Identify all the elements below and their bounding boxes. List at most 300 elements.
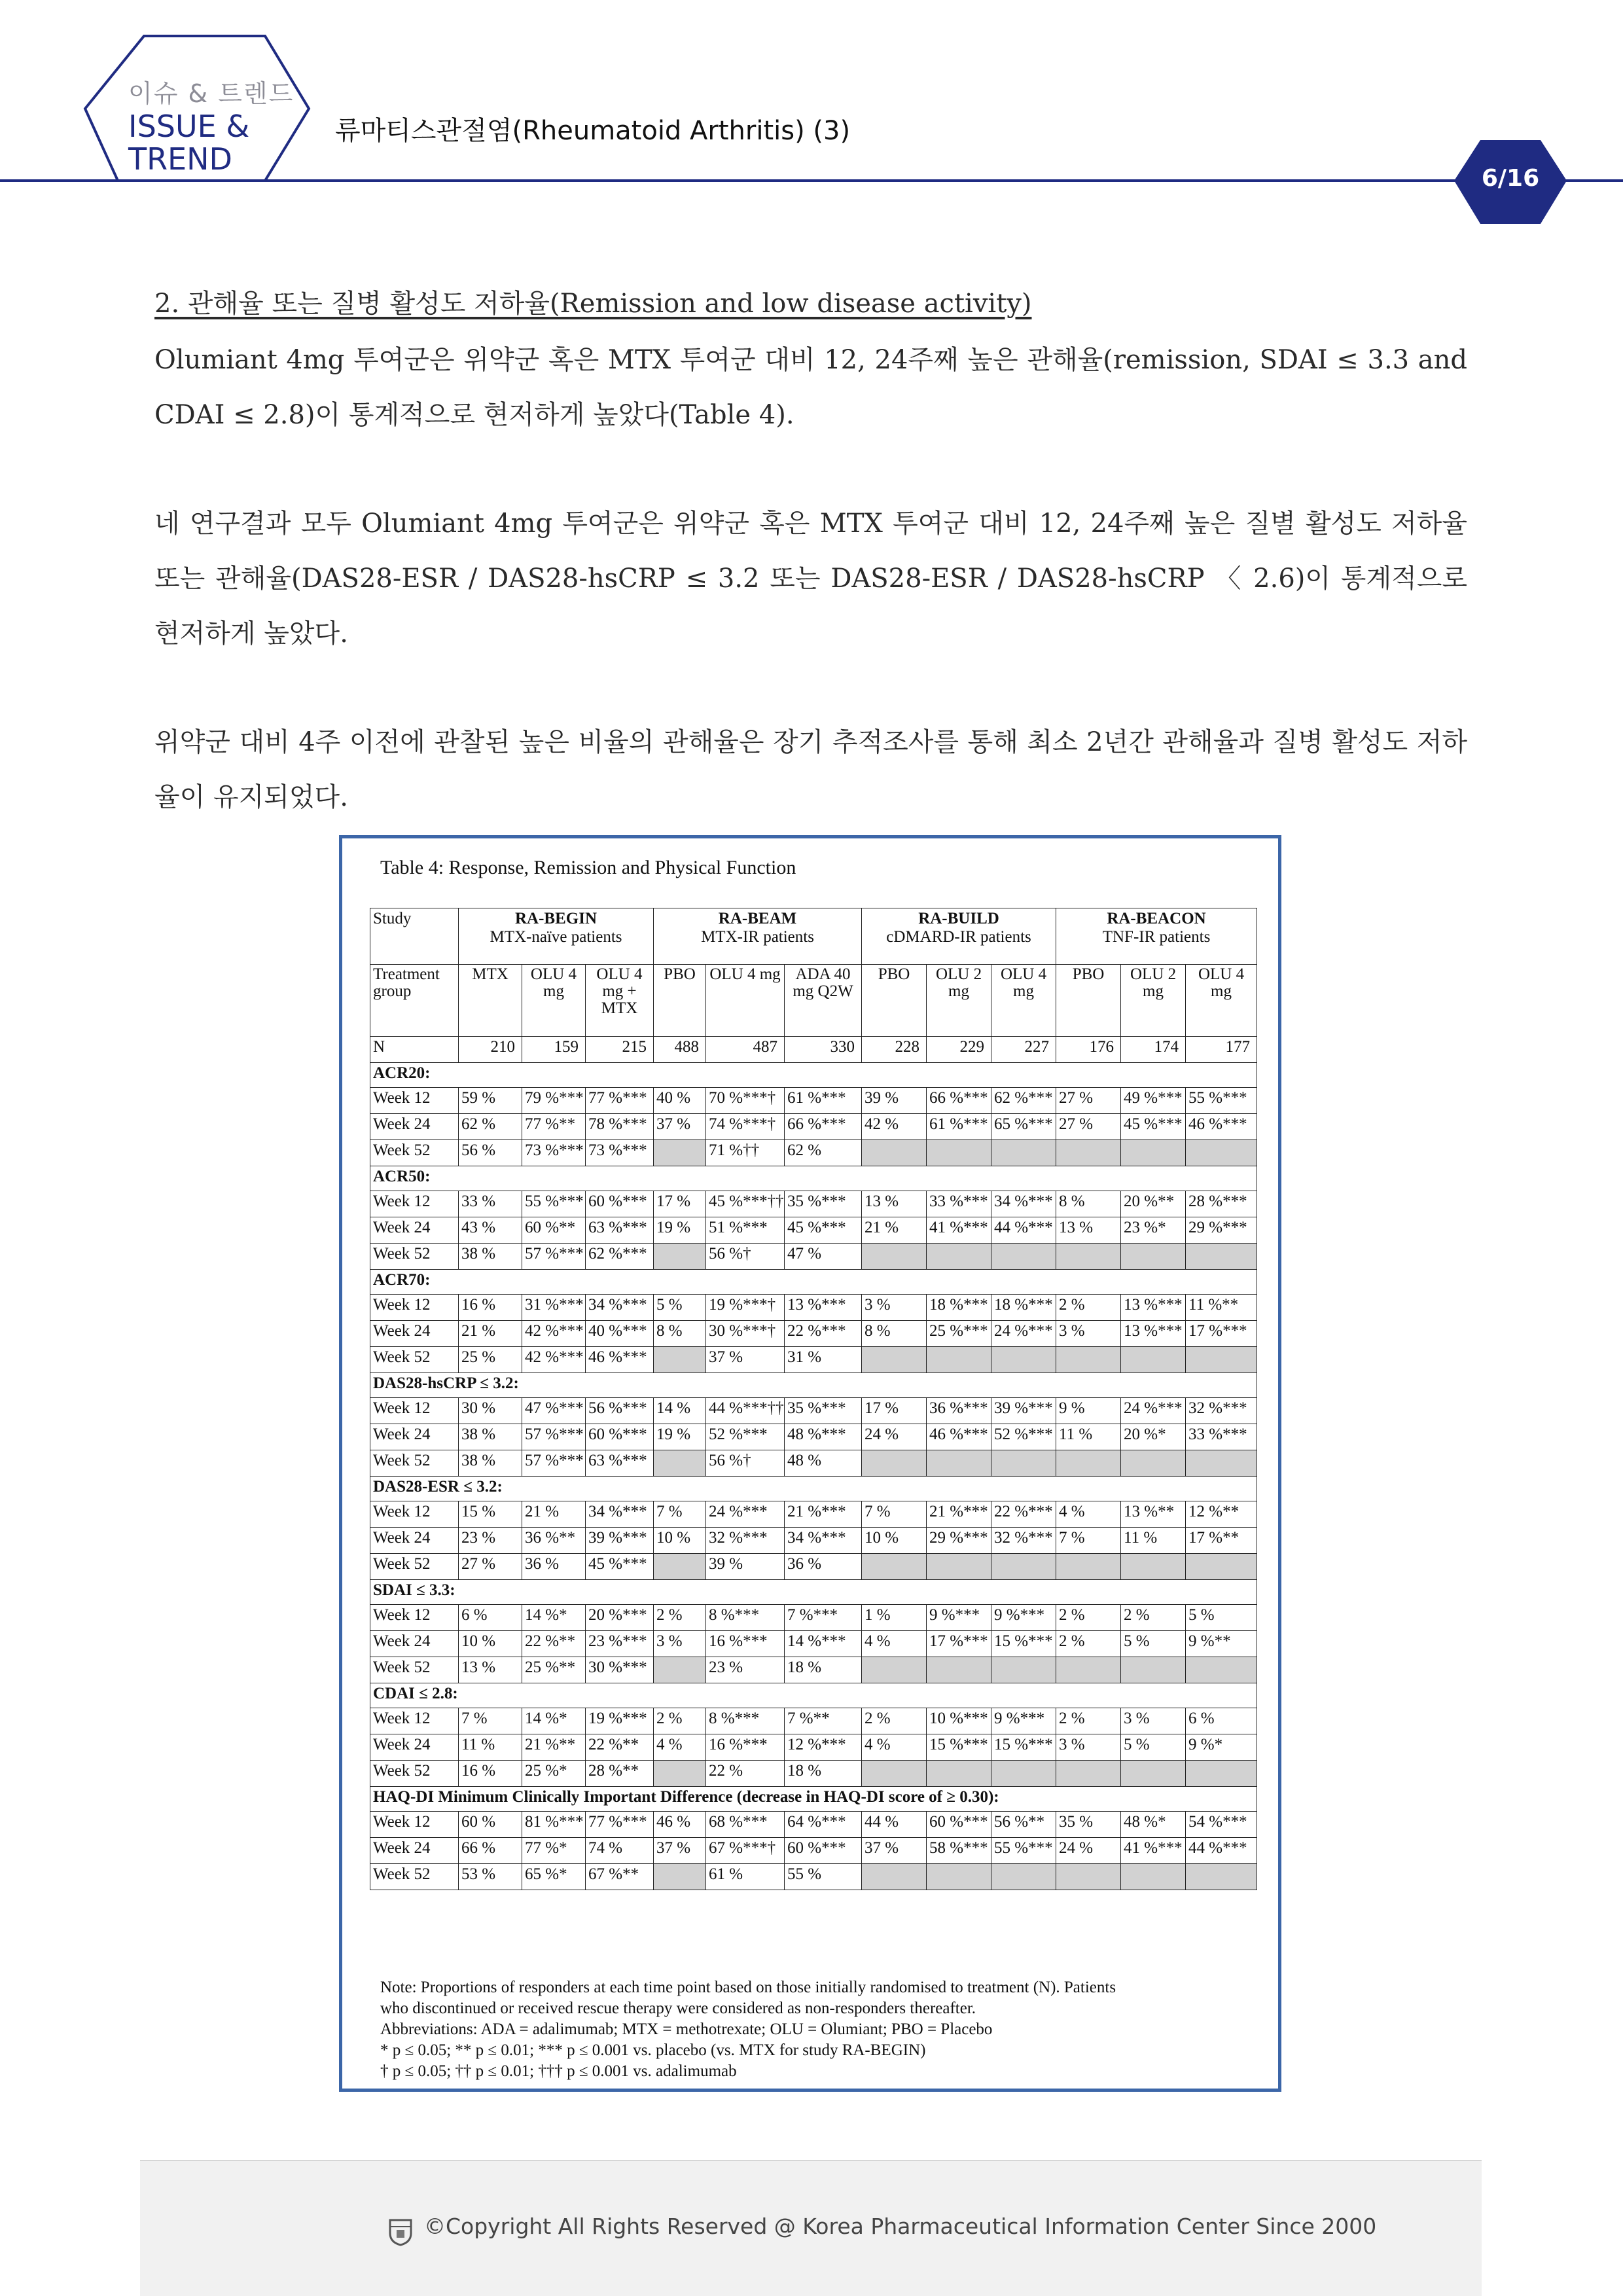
- table-cell: 11 %: [1121, 1528, 1186, 1554]
- table-cell: 24 %***: [1121, 1398, 1186, 1424]
- table-cell: 22 %***: [785, 1321, 862, 1347]
- table-cell: [654, 1761, 706, 1787]
- week-label: Week 12: [370, 1088, 459, 1114]
- table-cell: 55 %***: [1186, 1088, 1257, 1114]
- week-label: Week 52: [370, 1554, 459, 1580]
- section-title: ACR70:: [370, 1270, 1257, 1295]
- table-cell: 3 %: [654, 1631, 706, 1657]
- section-row: [370, 1063, 1257, 1088]
- table-cell: 51 %***: [706, 1217, 785, 1244]
- table-row: [370, 1191, 1257, 1217]
- table-cell: 6 %: [1186, 1708, 1257, 1734]
- table-cell: 21 %: [522, 1501, 586, 1528]
- table-cell: 47 %***: [522, 1398, 586, 1424]
- table-cell: 32 %***: [706, 1528, 785, 1554]
- table-cell: 18 %***: [927, 1295, 991, 1321]
- study-name: RA-BEGIN: [514, 910, 597, 927]
- table-cell: 1 %: [862, 1605, 927, 1631]
- table-cell: 57 %***: [522, 1450, 586, 1477]
- n-cell: 229: [927, 1037, 991, 1063]
- table-cell: 8 %***: [706, 1708, 785, 1734]
- week-label: Week 52: [370, 1140, 459, 1166]
- section-row: [370, 1270, 1257, 1295]
- table-cell: 4 %: [862, 1631, 927, 1657]
- table-cell: [654, 1554, 706, 1580]
- table-row: [370, 1812, 1257, 1838]
- table-cell: [1056, 1140, 1121, 1166]
- section-title: 2. 관해율 또는 질병 활성도 저하율(Remission and low disease activity): [154, 289, 1032, 319]
- table-cell: [1121, 1347, 1186, 1373]
- table-cell: 24 %***: [706, 1501, 785, 1528]
- week-label: Week 24: [370, 1734, 459, 1761]
- table-cell: [927, 1761, 991, 1787]
- table-cell: 13 %: [459, 1657, 522, 1683]
- table-cell: 59 %: [459, 1088, 522, 1114]
- section-row: [370, 1683, 1257, 1708]
- table-row: [370, 1761, 1257, 1787]
- table-row: [370, 1734, 1257, 1761]
- table-cell: 39 %***: [586, 1528, 654, 1554]
- table-cell: 47 %: [785, 1244, 862, 1270]
- table-cell: 9 %***: [991, 1708, 1056, 1734]
- table-cell: 13 %: [862, 1191, 927, 1217]
- table-cell: 22 %**: [586, 1734, 654, 1761]
- table-cell: [927, 1864, 991, 1890]
- badge-line-2: TREND: [128, 141, 232, 177]
- section-row: [370, 1787, 1257, 1812]
- table-cell: 11 %**: [1186, 1295, 1257, 1321]
- table-cell: 25 %***: [927, 1321, 991, 1347]
- table-cell: [1121, 1864, 1186, 1890]
- table-cell: 60 %***: [586, 1191, 654, 1217]
- study-name: RA-BEAM: [718, 910, 797, 927]
- table-cell: 18 %: [785, 1761, 862, 1787]
- table-row: [370, 1114, 1257, 1140]
- table-cell: 14 %*: [522, 1605, 586, 1631]
- table-row: [370, 1657, 1257, 1683]
- table-cell: [654, 1864, 706, 1890]
- table-cell: 21 %: [459, 1321, 522, 1347]
- table-cell: 16 %: [459, 1295, 522, 1321]
- table-cell: [1121, 1244, 1186, 1270]
- table-cell: 44 %***: [1186, 1838, 1257, 1864]
- table-cell: 16 %***: [706, 1631, 785, 1657]
- table-cell: 20 %**: [1121, 1191, 1186, 1217]
- table-cell: 9 %**: [1186, 1631, 1257, 1657]
- study-header-row: [370, 908, 1257, 965]
- table-cell: [1121, 1450, 1186, 1477]
- table-row: [370, 1838, 1257, 1864]
- table-cell: 18 %: [785, 1657, 862, 1683]
- table-cell: 10 %***: [927, 1708, 991, 1734]
- n-cell: 177: [1186, 1037, 1257, 1063]
- table-cell: 34 %***: [785, 1528, 862, 1554]
- table-cell: [862, 1761, 927, 1787]
- table-cell: 28 %***: [1186, 1191, 1257, 1217]
- week-label: Week 52: [370, 1244, 459, 1270]
- page-title: 류마티스관절염(Rheumatoid Arthritis) (3): [335, 116, 851, 146]
- table-cell: [654, 1657, 706, 1683]
- table-cell: 23 %*: [1121, 1217, 1186, 1244]
- table-row: [370, 1631, 1257, 1657]
- table-cell: 10 %: [459, 1631, 522, 1657]
- table-cell: 32 %***: [991, 1528, 1056, 1554]
- study-population: MTX-naïve patients: [490, 928, 622, 946]
- note-line: who discontinued or received rescue therapy were considered as non-responders thereafter.: [380, 2000, 976, 2017]
- section-title: ACR50:: [370, 1166, 1257, 1191]
- table-cell: [1121, 1554, 1186, 1580]
- table-cell: 13 %***: [785, 1295, 862, 1321]
- study-header: [862, 908, 1056, 965]
- n-cell: 228: [862, 1037, 927, 1063]
- table-cell: 34 %***: [586, 1501, 654, 1528]
- table-cell: 55 %***: [522, 1191, 586, 1217]
- table-cell: 5 %: [1121, 1631, 1186, 1657]
- table-cell: [654, 1140, 706, 1166]
- table-cell: 2 %: [862, 1708, 927, 1734]
- table-cell: 4 %: [654, 1734, 706, 1761]
- table-cell: 16 %: [459, 1761, 522, 1787]
- table-cell: 2 %: [1056, 1295, 1121, 1321]
- table-cell: 43 %: [459, 1217, 522, 1244]
- table-cell: 57 %***: [522, 1424, 586, 1450]
- study-population: TNF-IR patients: [1102, 928, 1211, 946]
- week-label: Week 52: [370, 1657, 459, 1683]
- table-cell: [991, 1554, 1056, 1580]
- table-cell: 81 %***: [522, 1812, 586, 1838]
- table-cell: [1186, 1761, 1257, 1787]
- table-cell: 19 %: [654, 1217, 706, 1244]
- table-cell: 77 %*: [522, 1838, 586, 1864]
- table-cell: 54 %***: [1186, 1812, 1257, 1838]
- table-cell: 55 %: [785, 1864, 862, 1890]
- study-population: MTX-IR patients: [701, 928, 814, 946]
- table-cell: 14 %: [654, 1398, 706, 1424]
- table-cell: [1056, 1864, 1121, 1890]
- table-cell: 53 %: [459, 1864, 522, 1890]
- table-cell: 14 %*: [522, 1708, 586, 1734]
- table-cell: 19 %***†: [706, 1295, 785, 1321]
- treatment-group-cell: OLU 4 mg: [522, 965, 586, 1037]
- table-cell: 9 %***: [927, 1605, 991, 1631]
- table-cell: 27 %: [1056, 1114, 1121, 1140]
- table-cell: [1121, 1657, 1186, 1683]
- table-cell: [1121, 1761, 1186, 1787]
- table-cell: 46 %: [654, 1812, 706, 1838]
- table-row: [370, 1295, 1257, 1321]
- table-cell: 7 %***: [785, 1605, 862, 1631]
- n-cell: 210: [459, 1037, 522, 1063]
- table-cell: [654, 1244, 706, 1270]
- n-cell: 215: [586, 1037, 654, 1063]
- table-cell: 8 %: [654, 1321, 706, 1347]
- table-cell: 32 %***: [1186, 1398, 1257, 1424]
- table-cell: 17 %: [862, 1398, 927, 1424]
- treatment-group-label: Treatment group: [370, 965, 459, 1037]
- table-cell: 24 %: [862, 1424, 927, 1450]
- table-cell: 25 %*: [522, 1761, 586, 1787]
- study-label: Study: [370, 908, 459, 965]
- table-cell: 15 %***: [927, 1734, 991, 1761]
- table-cell: 2 %: [654, 1605, 706, 1631]
- week-label: Week 24: [370, 1528, 459, 1554]
- table-cell: [1186, 1450, 1257, 1477]
- table-cell: 13 %: [1056, 1217, 1121, 1244]
- table-cell: 10 %: [862, 1528, 927, 1554]
- table-cell: 4 %: [1056, 1501, 1121, 1528]
- table-cell: 28 %**: [586, 1761, 654, 1787]
- treatment-group-cell: PBO: [1056, 965, 1121, 1037]
- section-row: [370, 1373, 1257, 1398]
- week-label: Week 12: [370, 1708, 459, 1734]
- table-cell: [1186, 1554, 1257, 1580]
- section-title: ACR20:: [370, 1063, 1257, 1088]
- table-cell: 57 %***: [522, 1244, 586, 1270]
- table-cell: 13 %***: [1121, 1295, 1186, 1321]
- table-row: [370, 1347, 1257, 1373]
- table-cell: 44 %: [862, 1812, 927, 1838]
- table-cell: 79 %***: [522, 1088, 586, 1114]
- table-cell: 18 %***: [991, 1295, 1056, 1321]
- table-cell: 45 %***††: [706, 1191, 785, 1217]
- table-cell: 14 %***: [785, 1631, 862, 1657]
- table-cell: 64 %***: [785, 1812, 862, 1838]
- table-cell: [1186, 1657, 1257, 1683]
- table-cell: [1056, 1761, 1121, 1787]
- table-cell: 61 %***: [927, 1114, 991, 1140]
- treatment-group-row: [370, 965, 1257, 1037]
- table-cell: 12 %**: [1186, 1501, 1257, 1528]
- study-header: [1056, 908, 1257, 965]
- table-cell: 15 %***: [991, 1734, 1056, 1761]
- table-cell: 37 %: [654, 1114, 706, 1140]
- treatment-group-cell: OLU 2 mg: [1121, 965, 1186, 1037]
- table-cell: 61 %***: [785, 1088, 862, 1114]
- kpic-logo-icon: [387, 2217, 414, 2246]
- table-cell: [862, 1140, 927, 1166]
- table-cell: 77 %***: [586, 1812, 654, 1838]
- table-cell: 45 %***: [1121, 1114, 1186, 1140]
- table-cell: 45 %***: [785, 1217, 862, 1244]
- table-cell: 71 %††: [706, 1140, 785, 1166]
- table-cell: 15 %***: [991, 1631, 1056, 1657]
- table-row: [370, 1450, 1257, 1477]
- table-row: [370, 1501, 1257, 1528]
- table-caption: Table 4: Response, Remission and Physical Function: [380, 857, 796, 878]
- table-cell: 2 %: [1056, 1605, 1121, 1631]
- table-row: [370, 1140, 1257, 1166]
- table-cell: 37 %: [862, 1838, 927, 1864]
- table-cell: 22 %**: [522, 1631, 586, 1657]
- copyright-text: ©Copyright All Rights Reserved @ Korea Pharmaceutical Information Center Since 2000: [424, 2214, 1377, 2239]
- week-label: Week 52: [370, 1450, 459, 1477]
- table-row: [370, 1424, 1257, 1450]
- table-cell: 48 %***: [785, 1424, 862, 1450]
- table-cell: [927, 1347, 991, 1373]
- treatment-group-cell: ADA 40 mg Q2W: [785, 965, 862, 1037]
- table-cell: 23 %: [459, 1528, 522, 1554]
- week-label: Week 24: [370, 1217, 459, 1244]
- table-cell: 62 %***: [991, 1088, 1056, 1114]
- table-cell: 60 %: [459, 1812, 522, 1838]
- table-cell: 23 %***: [586, 1631, 654, 1657]
- table-cell: 3 %: [1056, 1734, 1121, 1761]
- table-cell: 3 %: [1121, 1708, 1186, 1734]
- table-cell: 21 %***: [785, 1501, 862, 1528]
- table-cell: 67 %***†: [706, 1838, 785, 1864]
- table-cell: 6 %: [459, 1605, 522, 1631]
- table-cell: 17 %: [654, 1191, 706, 1217]
- table-cell: 40 %: [654, 1088, 706, 1114]
- week-label: Week 52: [370, 1761, 459, 1787]
- table-cell: 27 %: [1056, 1088, 1121, 1114]
- table-cell: [927, 1450, 991, 1477]
- table-cell: 7 %: [1056, 1528, 1121, 1554]
- table-cell: 44 %***: [991, 1217, 1056, 1244]
- treatment-group-cell: OLU 4 mg: [991, 965, 1056, 1037]
- table-row: [370, 1554, 1257, 1580]
- table-cell: 55 %***: [991, 1838, 1056, 1864]
- table-cell: 27 %: [459, 1554, 522, 1580]
- section-row: [370, 1580, 1257, 1605]
- table-cell: 46 %***: [586, 1347, 654, 1373]
- table-cell: [862, 1450, 927, 1477]
- n-cell: 159: [522, 1037, 586, 1063]
- table-cell: 42 %***: [522, 1347, 586, 1373]
- week-label: Week 24: [370, 1321, 459, 1347]
- treatment-group-cell: MTX: [459, 965, 522, 1037]
- table-row: [370, 1244, 1257, 1270]
- treatment-group-cell: PBO: [862, 965, 927, 1037]
- week-label: Week 12: [370, 1295, 459, 1321]
- treatment-group-cell: OLU 4 mg: [1186, 965, 1257, 1037]
- table-row: [370, 1398, 1257, 1424]
- table-cell: [991, 1450, 1056, 1477]
- table-cell: 5 %: [1121, 1734, 1186, 1761]
- week-label: Week 12: [370, 1605, 459, 1631]
- table-cell: 37 %: [706, 1347, 785, 1373]
- table-cell: [991, 1761, 1056, 1787]
- note-line: † p ≤ 0.05; †† p ≤ 0.01; ††† p ≤ 0.001 vs. adalimumab: [380, 2062, 737, 2080]
- table-cell: 40 %***: [586, 1321, 654, 1347]
- table-cell: 25 %: [459, 1347, 522, 1373]
- table-cell: 34 %***: [991, 1191, 1056, 1217]
- table-cell: 48 %*: [1121, 1812, 1186, 1838]
- table-cell: [654, 1347, 706, 1373]
- table-cell: [862, 1347, 927, 1373]
- week-label: Week 12: [370, 1812, 459, 1838]
- table-cell: 38 %: [459, 1244, 522, 1270]
- study-header: [654, 908, 862, 965]
- note-line: Note: Proportions of responders at each time point based on those initially randomised to treatment (N). Patients: [380, 1979, 1116, 1996]
- table-cell: 56 %†: [706, 1244, 785, 1270]
- table-cell: 8 %: [862, 1321, 927, 1347]
- table-row: [370, 1864, 1257, 1890]
- table-cell: 9 %*: [1186, 1734, 1257, 1761]
- table-cell: 25 %**: [522, 1657, 586, 1683]
- table-cell: [991, 1347, 1056, 1373]
- table-cell: 33 %***: [1186, 1424, 1257, 1450]
- table-cell: 56 %**: [991, 1812, 1056, 1838]
- week-label: Week 12: [370, 1191, 459, 1217]
- table-cell: 49 %***: [1121, 1088, 1186, 1114]
- table-cell: 13 %**: [1121, 1501, 1186, 1528]
- table-cell: [1056, 1450, 1121, 1477]
- n-cell: 488: [654, 1037, 706, 1063]
- table-cell: 29 %***: [927, 1528, 991, 1554]
- week-label: Week 24: [370, 1631, 459, 1657]
- table-cell: 36 %***: [927, 1398, 991, 1424]
- table-cell: 78 %***: [586, 1114, 654, 1140]
- section-row: [370, 1166, 1257, 1191]
- table-cell: [927, 1657, 991, 1683]
- table-cell: [1121, 1140, 1186, 1166]
- n-cell: 227: [991, 1037, 1056, 1063]
- table-cell: 39 %: [706, 1554, 785, 1580]
- table-notes: [380, 1977, 1251, 2082]
- table-cell: 7 %**: [785, 1708, 862, 1734]
- table-cell: 60 %***: [785, 1838, 862, 1864]
- table-cell: [1056, 1657, 1121, 1683]
- table-cell: [991, 1864, 1056, 1890]
- table-cell: 37 %: [654, 1838, 706, 1864]
- table-cell: 38 %: [459, 1424, 522, 1450]
- table-cell: 60 %***: [927, 1812, 991, 1838]
- table-cell: 2 %: [1056, 1631, 1121, 1657]
- n-label: N: [370, 1037, 459, 1063]
- note-line: Abbreviations: ADA = adalimumab; MTX = methotrexate; OLU = Olumiant; PBO = Placebo: [380, 2020, 993, 2038]
- n-row: [370, 1037, 1257, 1063]
- n-cell: 487: [706, 1037, 785, 1063]
- badge-korean-label: 이슈 & 트렌드: [128, 79, 294, 108]
- badge-issue-label: [128, 110, 249, 175]
- table-cell: [862, 1554, 927, 1580]
- table-cell: 62 %: [459, 1114, 522, 1140]
- paragraph-1: Olumiant 4mg 투여군은 위약군 혹은 MTX 투여군 대비 12, 24주째 높은 관해율(remission, SDAI ≤ 3.3 and CDAI ≤ 2.8)이 통계적으로 현저하게 높았다(Table 4).: [154, 345, 1467, 430]
- section-title: SDAI ≤ 3.3:: [370, 1580, 1257, 1605]
- table-cell: 31 %***: [522, 1295, 586, 1321]
- table-cell: 5 %: [654, 1295, 706, 1321]
- table-cell: 77 %***: [586, 1088, 654, 1114]
- n-cell: 330: [785, 1037, 862, 1063]
- table-cell: 35 %***: [785, 1398, 862, 1424]
- table-cell: 67 %**: [586, 1864, 654, 1890]
- table-cell: 63 %***: [586, 1217, 654, 1244]
- table-cell: 19 %***: [586, 1708, 654, 1734]
- section-title: DAS28-ESR ≤ 3.2:: [370, 1477, 1257, 1501]
- section-title: HAQ-DI Minimum Clinically Important Difference (decrease in HAQ-DI score of ≥ 0.30):: [370, 1787, 1257, 1812]
- table-cell: 41 %***: [927, 1217, 991, 1244]
- table-cell: 13 %***: [1121, 1321, 1186, 1347]
- table-cell: 19 %: [654, 1424, 706, 1450]
- table-cell: 3 %: [862, 1295, 927, 1321]
- table-cell: 45 %***: [586, 1554, 654, 1580]
- table-cell: 62 %: [785, 1140, 862, 1166]
- table-cell: [991, 1244, 1056, 1270]
- table-cell: [1056, 1554, 1121, 1580]
- table-cell: 61 %: [706, 1864, 785, 1890]
- table-cell: [1186, 1244, 1257, 1270]
- table-cell: 9 %: [1056, 1398, 1121, 1424]
- table-cell: 7 %: [459, 1708, 522, 1734]
- table-cell: 56 %***: [586, 1398, 654, 1424]
- table-cell: 35 %***: [785, 1191, 862, 1217]
- paragraph-2: 네 연구결과 모두 Olumiant 4mg 투여군은 위약군 혹은 MTX 투여군 대비 12, 24주째 높은 질별 활성도 저하율 또는 관해율(DAS28-ESR / DAS28-hsCRP ≤ 3.2 또는 DAS28-ESR / DAS28-hsCRP 〈 2.6)이 통계적으로 현저하게 높았다.: [154, 509, 1467, 649]
- section-title: DAS28-hsCRP ≤ 3.2:: [370, 1373, 1257, 1398]
- table-cell: 65 %*: [522, 1864, 586, 1890]
- treatment-group-cell: PBO: [654, 965, 706, 1037]
- table-cell: [927, 1554, 991, 1580]
